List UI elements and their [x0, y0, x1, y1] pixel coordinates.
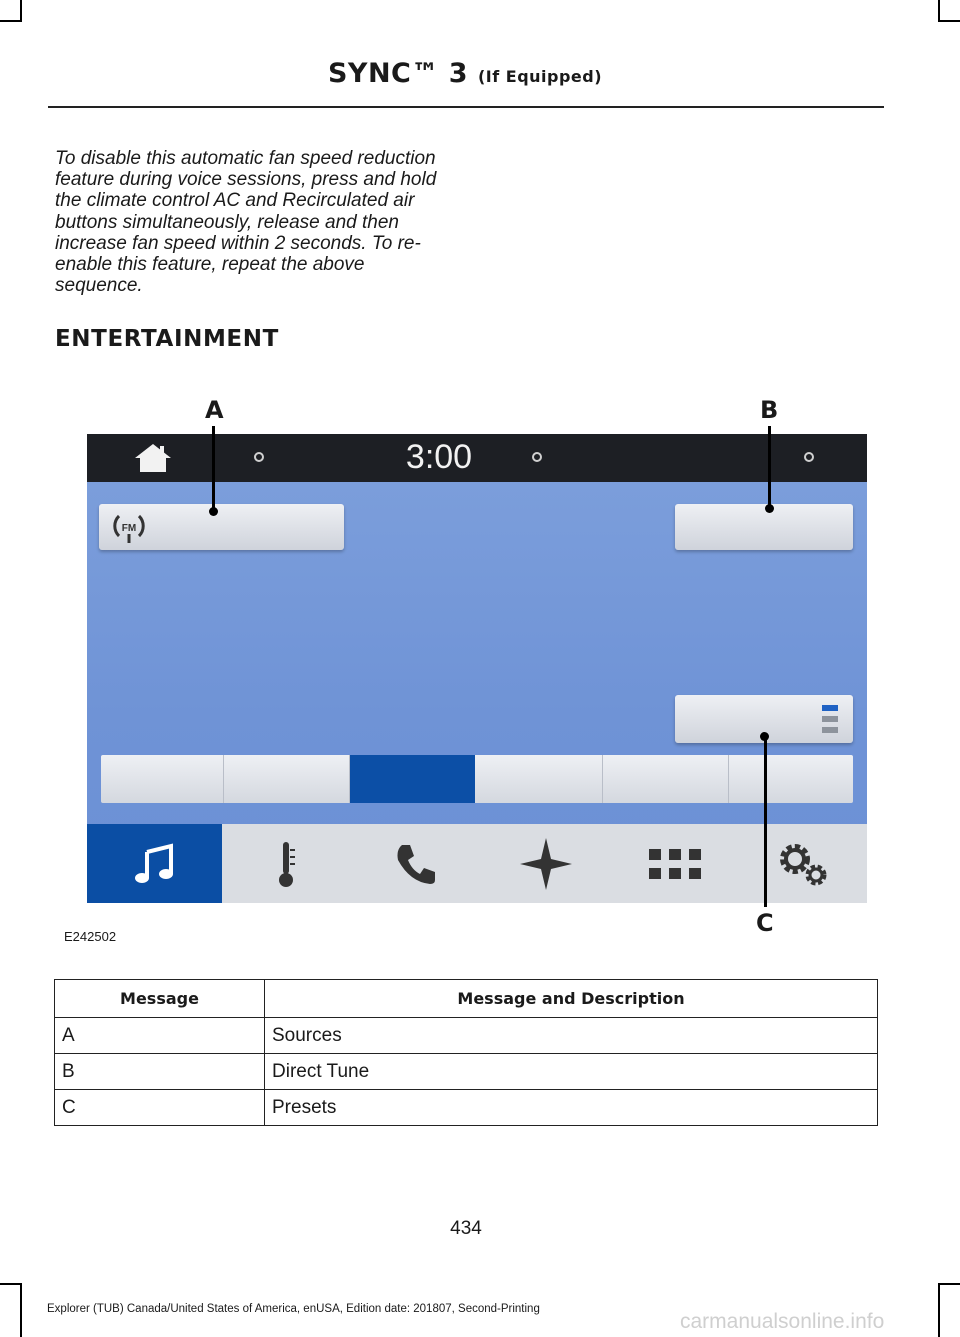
page-header — [0, 58, 930, 89]
navigation-tab[interactable] — [481, 824, 611, 903]
sync-screen-illustration — [87, 434, 867, 903]
crop-mark — [20, 1283, 22, 1337]
crop-mark — [938, 1283, 940, 1337]
phone-tab[interactable] — [351, 824, 481, 903]
table-cell-description: Direct Tune — [265, 1054, 878, 1090]
climate-tab[interactable] — [222, 824, 351, 903]
crop-mark — [20, 0, 22, 22]
table-cell-description: Sources — [265, 1018, 878, 1054]
watermark: carmanualsonline.info — [680, 1310, 885, 1333]
callout-b-marker — [765, 504, 774, 513]
presets-icon — [821, 705, 839, 735]
callout-a-leader — [212, 426, 215, 512]
page-number: 434 — [450, 1218, 482, 1239]
table-row — [55, 1018, 878, 1054]
table-cell-message: B — [55, 1054, 265, 1090]
callout-b-label: B — [760, 396, 779, 424]
source-segment[interactable] — [603, 755, 729, 803]
status-indicator-dot — [804, 452, 814, 462]
status-indicator-dot — [254, 452, 264, 462]
callout-c-marker — [760, 732, 769, 741]
callout-description-table — [54, 979, 878, 1126]
crop-mark — [938, 0, 940, 22]
table-cell-message: C — [55, 1090, 265, 1126]
music-note-icon — [133, 842, 177, 886]
table-row — [55, 1054, 878, 1090]
crop-mark — [0, 1283, 22, 1285]
settings-gears-icon — [775, 839, 831, 889]
edition-footer: Explorer (TUB) Canada/United States of America, enUSA, Edition date: 201807, Second-Printing — [47, 1303, 540, 1315]
direct-tune-button[interactable] — [675, 504, 853, 550]
fm-radio-icon — [111, 510, 147, 544]
clock: 3:00 — [405, 438, 473, 476]
table-cell-description: Presets — [265, 1090, 878, 1126]
callout-c-leader — [764, 737, 767, 907]
audio-tab[interactable] — [87, 824, 222, 903]
fm-label: FM — [121, 523, 137, 534]
figure-id: E242502 — [64, 929, 117, 944]
status-bar — [87, 434, 867, 482]
header-divider — [48, 106, 884, 108]
status-indicator-dot — [532, 452, 542, 462]
column-header-message: Message — [55, 980, 265, 1018]
header-title: SYNC™ 3 — [327, 58, 469, 89]
intro-paragraph: To disable this automatic fan speed reduction feature during voice sessions, press and hold the climate control AC and Recirculated air buttons simultaneously, release and then increase fan speed within 2 seconds. To re-enable this feature, repeat the above sequence. — [55, 148, 437, 297]
source-segment[interactable] — [224, 755, 350, 803]
table-row — [55, 1090, 878, 1126]
source-segment[interactable] — [101, 755, 224, 803]
thermometer-icon — [275, 840, 299, 888]
section-heading: ENTERTAINMENT — [55, 326, 279, 352]
crop-mark — [0, 20, 22, 22]
apps-tab[interactable] — [611, 824, 739, 903]
callout-a-marker — [209, 507, 218, 516]
phone-icon — [394, 842, 438, 886]
navigation-icon — [520, 838, 572, 890]
apps-grid-icon — [649, 849, 701, 879]
callout-c-label: C — [756, 909, 774, 937]
source-segment[interactable] — [476, 755, 603, 803]
header-subtitle: (If Equipped) — [477, 67, 603, 86]
crop-mark — [938, 20, 960, 22]
source-segment-active[interactable] — [350, 755, 475, 803]
table-cell-message: A — [55, 1018, 265, 1054]
feature-bar — [87, 824, 867, 903]
table-header-row — [55, 980, 878, 1018]
column-header-description: Message and Description — [265, 980, 878, 1018]
callout-b-leader — [768, 426, 771, 510]
crop-mark — [938, 1283, 960, 1285]
source-segment[interactable] — [729, 755, 853, 803]
callout-a-label: A — [205, 396, 224, 424]
sources-button[interactable] — [99, 504, 344, 550]
home-icon[interactable] — [133, 442, 173, 474]
source-strip — [101, 755, 853, 803]
settings-tab[interactable] — [739, 824, 867, 903]
